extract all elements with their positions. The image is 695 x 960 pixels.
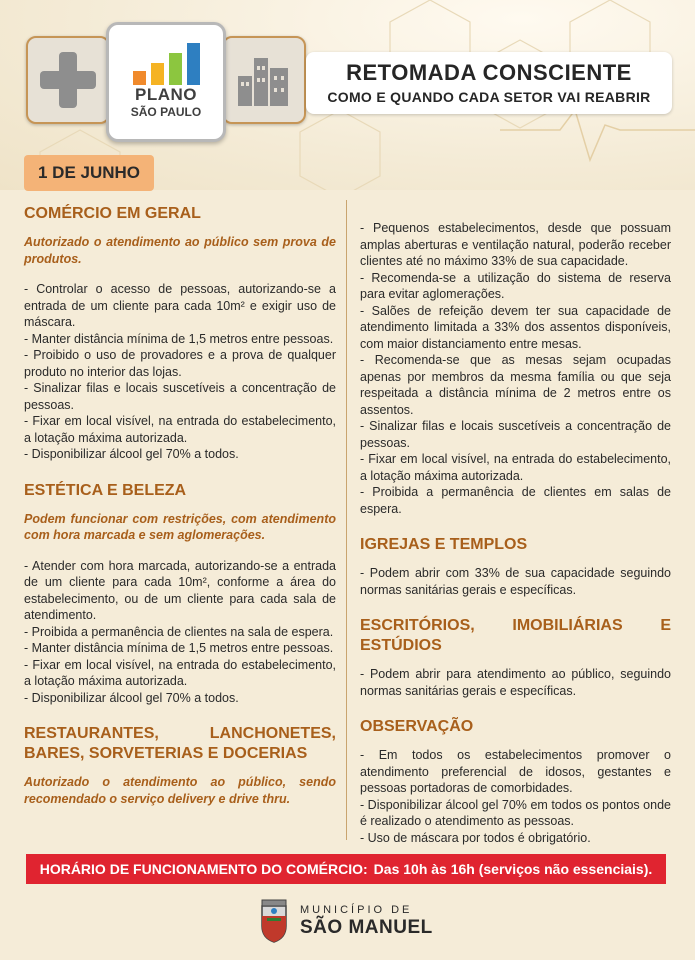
section-body-observacao: - Em todos os estabelecimentos promover o atendimento preferencial de idosos, gestantes e pessoas portadoras de comorbidades. - Disponibilizar álcool gel 70% em todos os pontos onde é realizado o atendimento as pessoas. - Uso de máscara por todos é obrigatório. xyxy=(360,748,671,845)
column-divider xyxy=(346,200,347,840)
buildings-tile xyxy=(222,36,306,124)
logo-bar xyxy=(151,63,164,85)
section-title-restaurantes: RESTAURANTES, LANCHONETES, BARES, SORVETERIAS E DOCERIAS xyxy=(24,725,336,762)
hours-bar xyxy=(26,854,666,884)
section-body-comercio: - Controlar o acesso de pessoas, autorizando-se a entrada de um cliente para cada 10m² e exigir uso de máscara. - Manter distância mínima de 1,5 metros entre pessoas. - Proibido o uso de provadores e a prova de qualquer produto no interior das lojas. - Sinalizar filas e locais suscetíveis a concentração de pessoas. - Fixar em local visível, na entrada do estabelecimento, a lotação máxima autorizada. - Disponibilizar álcool gel 70% a todos. xyxy=(24,282,336,461)
section-body-igrejas: - Podem abrir com 33% de sua capacidade seguindo normas sanitárias gerais e específicas. xyxy=(360,566,671,597)
municipality-logo xyxy=(254,894,444,946)
logo-bar xyxy=(169,53,182,85)
section-body-estetica: - Atender com hora marcada, autorizando-se a entrada de um cliente para cada 10m², conforme a área do estabelecimento, ou de um cliente para cada sala de atendimento. - Proibida a permanência de clientes na sala de espera. - Manter distância mínima de 1,5 metros entre pessoas. - Fixar em local visível, na entrada do estabelecimento, a lotação máxima autorizada. - Disponibilizar álcool gel 70% a todos. xyxy=(24,558,336,705)
plano-title: PLANO xyxy=(135,85,197,104)
right-column xyxy=(360,220,671,846)
title-banner xyxy=(306,52,672,114)
logo-bar xyxy=(187,43,200,85)
date-badge: 1 DE JUNHO xyxy=(24,155,154,191)
section-title-estetica: ESTÉTICA E BELEZA xyxy=(24,481,187,499)
banner-title: RETOMADA CONSCIENTE xyxy=(346,60,632,85)
coat-of-arms-icon xyxy=(254,896,294,944)
banner-subtitle: COMO E QUANDO CADA SETOR VAI REABRIR xyxy=(327,89,651,105)
health-tile xyxy=(26,36,110,124)
section-note-restaurantes: Autorizado o atendimento ao público, sendo recomendado o serviço delivery e drive thru. xyxy=(24,775,336,806)
plus-icon-bar xyxy=(40,71,96,89)
plano-subtitle: SÃO PAULO xyxy=(130,105,202,119)
hours-value: Das 10h às 16h (serviços não essenciais). xyxy=(373,861,653,877)
municipio-label: MUNICÍPIO DE xyxy=(300,904,413,916)
left-column xyxy=(24,204,336,821)
section-body-restaurantes: - Pequenos estabelecimentos, desde que possuam amplas aberturas e ventilação natural, poderão receber clientes até no máximo 33% de sua capacidade. - Recomenda-se a utilização do sistema de reserva para evitar aglomerações. - Salões de refeição devem ter sua capacidade de atendimento limitada a 33% dos assentos disponíveis, com maior distanciamento entre mesas. - Recomenda-se que as mesas sejam ocupadas apenas por membros da mesma família ou que seja respeitada a distância mínima de 2 metros entre os assentos. - Sinalizar filas e locais suscetíveis a concentração de pessoas. - Fixar em local visível, na entrada do estabelecimento, a lotação máxima autorizada. - Proibida a permanência de clientes em salas de espera. xyxy=(360,221,671,516)
logo-bar xyxy=(133,71,146,85)
section-title-comercio: COMÉRCIO EM GERAL xyxy=(24,205,201,222)
plano-sao-paulo-logo xyxy=(106,22,226,142)
buildings-icon xyxy=(224,38,304,122)
section-note-comercio: Autorizado o atendimento ao público sem prova de produtos. xyxy=(24,235,336,266)
section-title-observacao: OBSERVAÇÃO xyxy=(360,718,474,735)
municipio-name: SÃO MANUEL xyxy=(300,917,433,938)
section-title-escritorios: ESCRITÓRIOS, IMOBILIÁRIAS E ESTÚDIOS xyxy=(360,617,671,654)
section-note-estetica: Podem funcionar com restrições, com atendimento com hora marcada e sem aglomerações. xyxy=(24,511,336,542)
hours-label: HORÁRIO DE FUNCIONAMENTO DO COMÉRCIO: xyxy=(39,861,368,877)
bar-chart-icon xyxy=(129,39,205,85)
section-body-escritorios: - Podem abrir para atendimento ao público, seguindo normas sanitárias gerais e específicas. xyxy=(360,667,671,698)
section-title-igrejas: IGREJAS E TEMPLOS xyxy=(360,536,528,553)
